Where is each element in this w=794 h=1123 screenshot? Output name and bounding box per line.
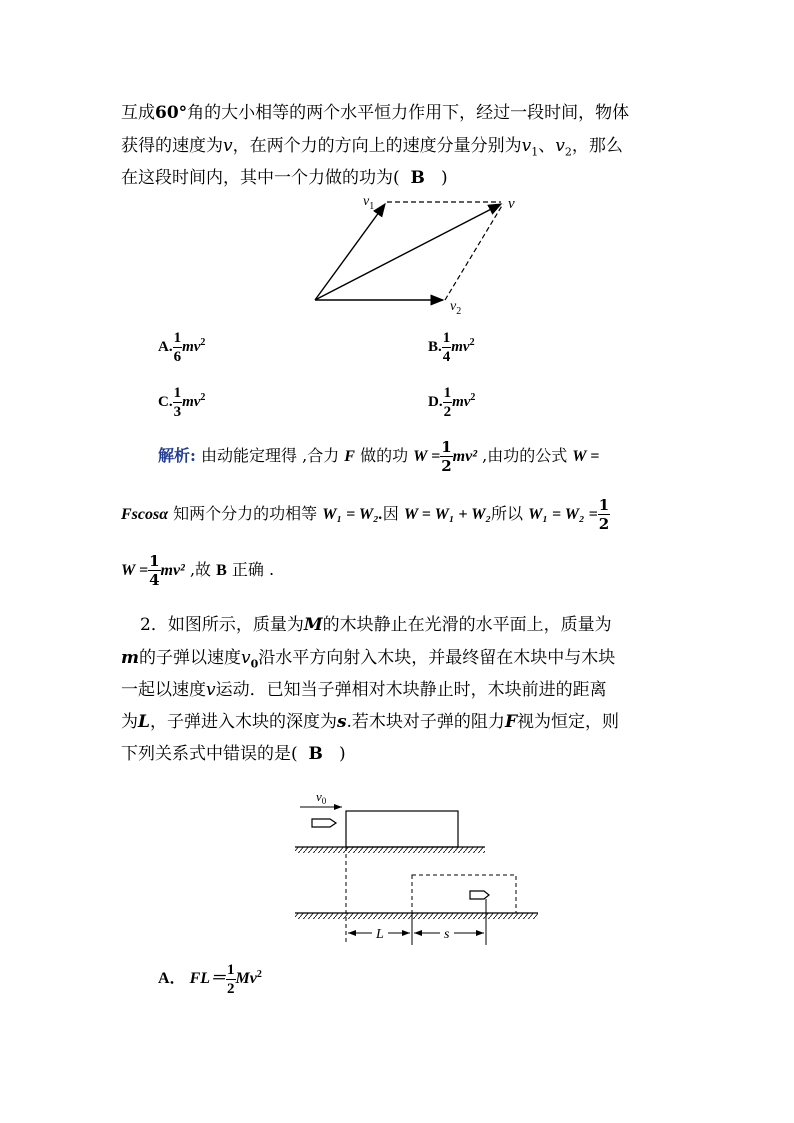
q1-answer: B	[410, 168, 425, 188]
q2-block-diagram	[290, 785, 545, 945]
q2-option-a[interactable]: A． FL＝ $\frac{1}{2}$ Mv$^2$	[158, 962, 262, 997]
v-arrow	[315, 204, 501, 300]
bullet-final	[470, 891, 489, 899]
block-initial	[346, 811, 458, 847]
block-final	[412, 875, 516, 913]
solution-label: 解析:	[158, 446, 196, 465]
q2-line-2: m的子弹以速度$v_0$沿水平方向射入木块，并最终留在木块中与木块	[121, 648, 616, 671]
solution-line-1: 解析: 由动能定理得 ,合力 F 做的功 W = $\frac{1}{2}$ mv² ,由功的公式 W =	[158, 438, 600, 475]
option-d[interactable]: D. $\frac{1}{2}$ $mv^2$	[428, 385, 476, 420]
label-L: L	[376, 927, 384, 942]
q2-line-4: 为L，子弹进入木块的深度为s.若木块对子弹的阻力F视为恒定，则	[121, 712, 620, 732]
label-v1: $v_1$	[363, 194, 375, 212]
q2-line-5: 下列关系式中错误的是( B )	[121, 744, 346, 764]
label-v2: $v_2$	[450, 299, 462, 317]
solution-line-3: W = $\frac{1}{4}$ mv² ,故 B 正确 .	[121, 552, 275, 589]
q1-line-1: 互成60°角的大小相等的两个水平恒力作用下，经过一段时间，物体	[121, 103, 630, 123]
label-v0: $v_0$	[316, 789, 327, 806]
q1-vector-diagram	[300, 188, 530, 318]
label-v: v	[508, 196, 515, 212]
q2-line-3: 一起以速度v运动．已知当子弹相对木块静止时，木块前进的距离	[121, 680, 607, 700]
label-s: s	[444, 927, 450, 942]
v1-arrow	[315, 204, 385, 300]
q1-line-2: 获得的速度为v，在两个力的方向上的速度分量分别为$v_1$、$v_2$，那么	[121, 136, 623, 159]
solution-line-2: Fscosα 知两个分力的功相等 W₁ = W₂.因 W = W₁ + W₂所以 W₁ = W₂ = $\frac{1}{2}$	[121, 496, 610, 533]
option-a[interactable]: A. $\frac{1}{6}$ $mv^2$	[158, 330, 206, 365]
q1-line-3: 在这段时间内，其中一个力做的功为( B )	[121, 168, 448, 188]
option-b[interactable]: B. $\frac{1}{4}$ $mv^2$	[428, 330, 475, 365]
bullet-initial	[312, 819, 336, 827]
q2-line-1: 2．如图所示，质量为M的木块静止在光滑的水平面上，质量为	[140, 615, 612, 635]
q2-answer: B	[308, 744, 323, 764]
option-c[interactable]: C. $\frac{1}{3}$ $mv^2$	[158, 385, 206, 420]
